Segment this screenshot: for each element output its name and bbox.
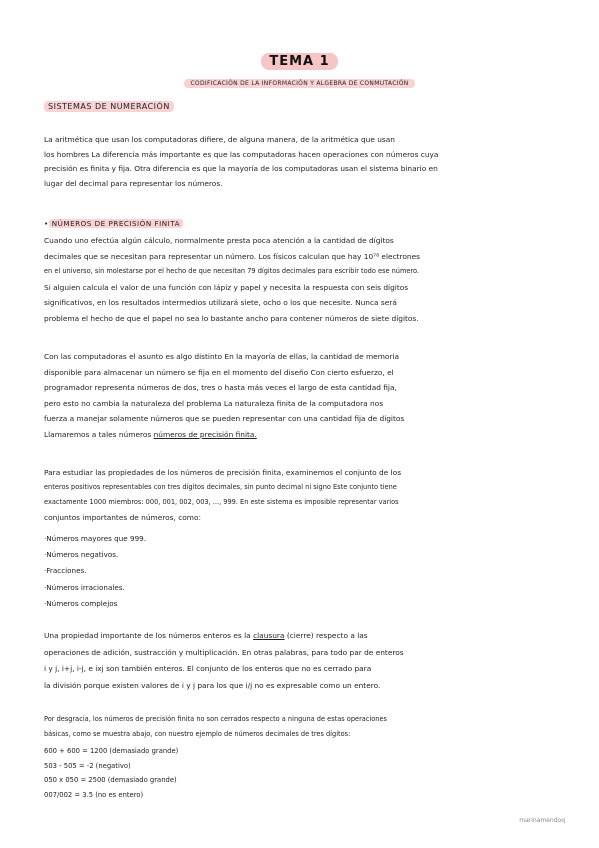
paragraph-3 [44,349,560,443]
text-line: Para estudiar las propiedades de los números de precisión finita, examinemos el conjunto de los [44,468,402,477]
list-item: ·Números negativos. [44,550,119,560]
underlined-term: números de precisión finita. [153,429,257,439]
text-line: Cuando uno efectúa algún cálculo, normalmente presta poca atención a la cantidad de dígitos [44,236,394,245]
subtitle-container [0,70,599,89]
subsection-heading [44,219,183,228]
paragraph-5 [44,628,560,694]
text-line: básicas, como se muestra abajo, con nuestro ejemplo de números decimales de tres dígitos: [44,730,351,738]
text-line: Con las computadoras el asunto es algo distinto En la mayoría de ellas, la cantidad de memoria [44,352,400,361]
text-line: enteros positivos representables con tres dígitos decimales, sin punto decimal ni signo Este conjunto tiene [44,483,397,491]
text-line-start: Llamaremos a tales números [44,429,152,439]
title-container [0,50,599,70]
text-line: conjuntos importantes de números, como: [44,513,202,522]
text-line: lugar del decimal para representar los números. [44,178,223,188]
text-line [44,628,560,645]
text-line: Si alguien calcula el valor de una función con lápiz y papel y necesita la respuesta con seis dígitos [44,282,409,292]
text-line: fuerza a manejar solamente números que se pueden representar con una cantidad fija de dígitos [44,414,405,424]
list-item: ·Fracciones. [44,566,87,576]
text-line [44,427,560,443]
list-item: ·Números complejos [44,598,118,608]
number-set-list [44,531,560,612]
text-line: problema el hecho de que el papel no sea lo bastante ancho para contener números de siete dígitos. [44,313,419,323]
text-line: La aritmética que usan los computadoras difiere, de alguna manera, de la aritmética que usan [44,135,395,144]
text-line: programador representa números de dos, tres o hasta más veces el largo de esta cantidad fija, [44,383,397,393]
text-line: significativos, en los resultados intermedios utilizará siete, ocho o los que necesite. Nunca será [44,298,397,308]
list-item: ·Números irracionales. [44,582,125,592]
text-line: operaciones de adición, sustracción y multiplicación. En otras palabras, para todo par de enteros [44,647,404,657]
text-line-end: (cierre) respecto a las [286,631,368,640]
subsection-heading-text: NÚMEROS DE PRECISIÓN FINITA [49,219,183,228]
text-line: i y j, i+j, i-j, e ixj son también enteros. El conjunto de los enteros que no es cerrado para [44,664,372,673]
section-heading: SISTEMAS DE NUMERACIÓN [44,101,174,112]
underlined-term: clausura [253,631,285,640]
paragraph-6 [44,712,560,742]
text-line: los hombres La diferencia más importante es que las computadoras hacen operaciones con números cuya [44,149,439,159]
page-subtitle: CODIFICACIÓN DE LA INFORMACIÓN Y ALGEBRA DE CONMUTACIÓN [184,79,414,88]
text-line: precisión es finita y fija. Otra diferencia es que la mayoría de los computadoras usan el sistema binario en [44,164,438,173]
calculation-line: 600 + 600 = 1200 (demasiado grande) [44,747,179,755]
text-line: decimales que se necesitan para representar un número. Los físicos calculan que hay 10⁷⁸ electrones [44,251,421,261]
text-line: pero esto no cambia la naturaleza del problema La naturaleza finita de la computadora nos [44,398,384,408]
text-line: exactamente 1000 miembros: 000, 001, 002, 003, ..., 999. En este sistema es imposible representar varios [44,498,399,506]
calculation-line: 503 - 505 = -2 (negativo) [44,761,131,770]
list-item: ·Números mayores que 999. [44,534,146,543]
calculation-line: 007/002 = 3.5 (no es entero) [44,790,144,799]
paragraph-4 [44,465,560,525]
page-title: TEMA 1 [261,53,337,70]
author-signature: marinamendoq [519,817,565,824]
calculation-line: 050 x 050 = 2500 (demasiado grande) [44,776,177,785]
text-line: la división porque existen valores de i y j para los que i/j no es expresable como un entero. [44,680,381,690]
text-line: Por desgracia, los números de precisión finita no son cerrados respecto a ninguna de estas operaciones [44,715,387,723]
paragraph-2 [44,233,560,327]
calculation-examples [44,744,560,802]
text-line: en el universo, sin molestarse por el hecho de que necesitan 79 dígitos decimales para escribir todo ese número. [44,267,420,276]
paragraph-1 [44,133,560,191]
bullet-marker: • [44,219,49,228]
text-line: disponible para almacenar un número se fija en el momento del diseño Con cierto esfuerzo, el [44,367,394,377]
text-line-start: Una propiedad importante de los números enteros es la [44,631,251,640]
